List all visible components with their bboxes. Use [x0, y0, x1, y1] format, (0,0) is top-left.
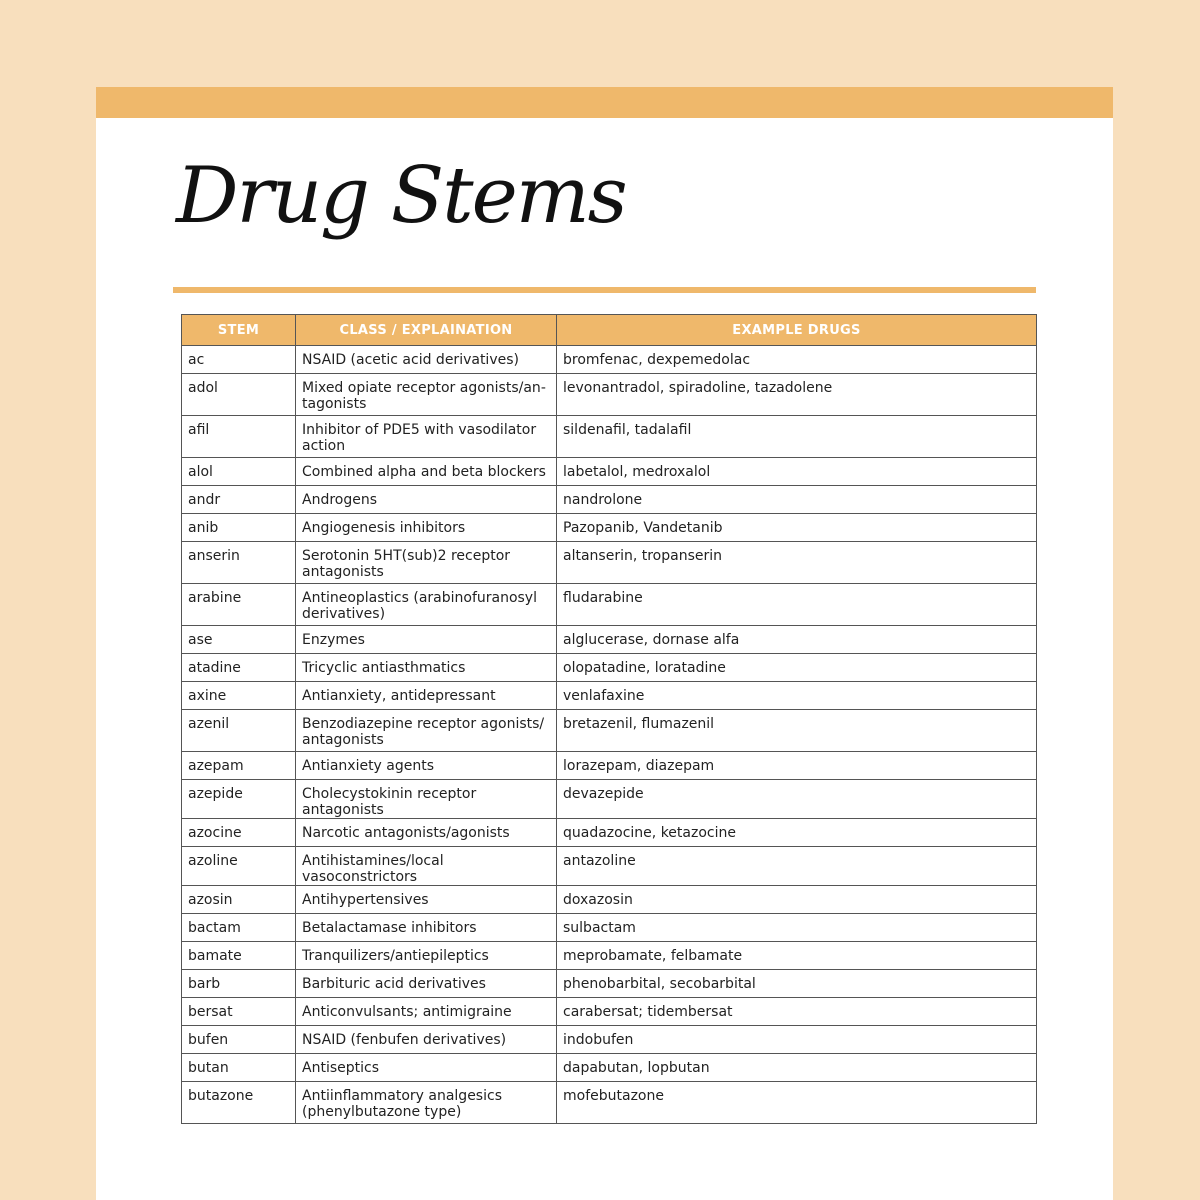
table-row [182, 780, 1037, 819]
examples-cell: meprobamate, felbamate [557, 942, 1037, 970]
table-row [182, 710, 1037, 752]
table-row [182, 542, 1037, 584]
class-cell: Tranquilizers/antiepileptics [296, 942, 557, 970]
examples-cell: olopatadine, loratadine [557, 654, 1037, 682]
table-row [182, 819, 1037, 847]
class-cell: Betalactamase inhibitors [296, 914, 557, 942]
table-row [182, 346, 1037, 374]
examples-cell: venlafaxine [557, 682, 1037, 710]
class-cell: Mixed opiate receptor agonists/antagonists [296, 374, 557, 416]
examples-cell: quadazocine, ketazocine [557, 819, 1037, 847]
table-row [182, 682, 1037, 710]
stem-cell: barb [182, 970, 296, 998]
class-cell: Tricyclic antiasthmatics [296, 654, 557, 682]
examples-cell: alglucerase, dornase alfa [557, 626, 1037, 654]
stem-cell: butazone [182, 1082, 296, 1124]
class-cell: Enzymes [296, 626, 557, 654]
stem-cell: azoline [182, 847, 296, 886]
examples-cell: devazepide [557, 780, 1037, 819]
class-cell: Antihistamines/local vasoconstrictors [296, 847, 557, 886]
examples-cell: nandrolone [557, 486, 1037, 514]
class-cell: Benzodiazepine receptor agonists/ antagonists [296, 710, 557, 752]
stem-cell: bamate [182, 942, 296, 970]
stem-cell: adol [182, 374, 296, 416]
table-row [182, 752, 1037, 780]
examples-cell: fludarabine [557, 584, 1037, 626]
examples-cell: dapabutan, lopbutan [557, 1054, 1037, 1082]
table-body [182, 346, 1037, 1124]
stem-cell: bersat [182, 998, 296, 1026]
examples-cell: altanserin, tropanserin [557, 542, 1037, 584]
document-sheet [96, 87, 1113, 1200]
class-cell: Combined alpha and beta blockers [296, 458, 557, 486]
stem-cell: azocine [182, 819, 296, 847]
table-row [182, 654, 1037, 682]
examples-cell: sulbactam [557, 914, 1037, 942]
class-cell: Barbituric acid derivatives [296, 970, 557, 998]
table-header-row [182, 315, 1037, 346]
stem-cell: arabine [182, 584, 296, 626]
table-row [182, 626, 1037, 654]
stem-cell: azepam [182, 752, 296, 780]
table-row [182, 914, 1037, 942]
table-row [182, 584, 1037, 626]
examples-cell: bretazenil, flumazenil [557, 710, 1037, 752]
stem-cell: ac [182, 346, 296, 374]
table-row [182, 514, 1037, 542]
stem-cell: bactam [182, 914, 296, 942]
stem-cell: ase [182, 626, 296, 654]
class-cell: Inhibitor of PDE5 with vasodilator action [296, 416, 557, 458]
stem-cell: atadine [182, 654, 296, 682]
examples-cell: bromfenac, dexpemedolac [557, 346, 1037, 374]
examples-cell: Pazopanib, Vandetanib [557, 514, 1037, 542]
examples-cell: indobufen [557, 1026, 1037, 1054]
table-row [182, 1082, 1037, 1124]
table-row [182, 1054, 1037, 1082]
title-divider [173, 287, 1036, 293]
examples-cell: phenobarbital, secobarbital [557, 970, 1037, 998]
class-cell: Antihypertensives [296, 886, 557, 914]
stem-cell: butan [182, 1054, 296, 1082]
table-row [182, 458, 1037, 486]
class-cell: Androgens [296, 486, 557, 514]
header-class: CLASS / EXPLAINATION [296, 315, 557, 346]
examples-cell: labetalol, medroxalol [557, 458, 1037, 486]
stem-cell: bufen [182, 1026, 296, 1054]
stem-cell: axine [182, 682, 296, 710]
header-stem: STEM [182, 315, 296, 346]
class-cell: Antineoplastics (arabinofuranosyl derivatives) [296, 584, 557, 626]
class-cell: Angiogenesis inhibitors [296, 514, 557, 542]
class-cell: NSAID (fenbufen derivatives) [296, 1026, 557, 1054]
class-cell: Antiseptics [296, 1054, 557, 1082]
table-row [182, 847, 1037, 886]
stem-cell: azosin [182, 886, 296, 914]
table-row [182, 998, 1037, 1026]
class-cell: Antiinflammatory analgesics (phenylbutazone type) [296, 1082, 557, 1124]
class-cell: Narcotic antagonists/agonists [296, 819, 557, 847]
examples-cell: lorazepam, diazepam [557, 752, 1037, 780]
examples-cell: doxazosin [557, 886, 1037, 914]
class-cell: Antianxiety, antidepressant [296, 682, 557, 710]
header-band [96, 87, 1113, 118]
examples-cell: carabersat; tidembersat [557, 998, 1037, 1026]
examples-cell: levonantradol, spiradoline, tazadolene [557, 374, 1037, 416]
class-cell: Serotonin 5HT(sub)2 receptor antagonists [296, 542, 557, 584]
class-cell: Anticonvulsants; antimigraine [296, 998, 557, 1026]
header-examples: EXAMPLE DRUGS [557, 315, 1037, 346]
table-row [182, 374, 1037, 416]
table-row [182, 486, 1037, 514]
examples-cell: antazoline [557, 847, 1037, 886]
stem-cell: azepide [182, 780, 296, 819]
table-row [182, 942, 1037, 970]
stem-cell: anserin [182, 542, 296, 584]
stem-cell: alol [182, 458, 296, 486]
page-title: Drug Stems [176, 151, 626, 241]
table-row [182, 970, 1037, 998]
stem-cell: afil [182, 416, 296, 458]
class-cell: NSAID (acetic acid derivatives) [296, 346, 557, 374]
drug-stems-table [181, 314, 1037, 1124]
stem-cell: andr [182, 486, 296, 514]
stem-cell: anib [182, 514, 296, 542]
class-cell: Cholecystokinin receptor antagonists [296, 780, 557, 819]
examples-cell: mofebutazone [557, 1082, 1037, 1124]
table-row [182, 416, 1037, 458]
class-cell: Antianxiety agents [296, 752, 557, 780]
table-row [182, 1026, 1037, 1054]
examples-cell: sildenafil, tadalafil [557, 416, 1037, 458]
stem-cell: azenil [182, 710, 296, 752]
table-row [182, 886, 1037, 914]
